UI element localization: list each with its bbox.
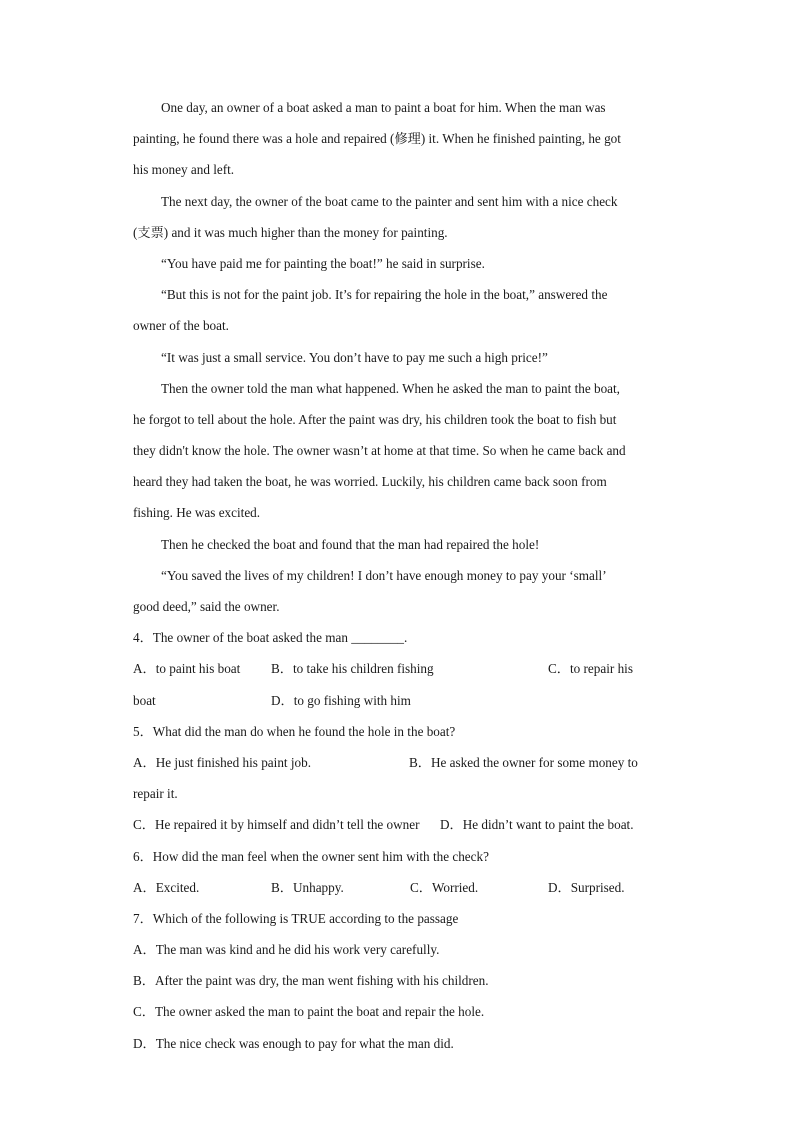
passage-line: his money and left. (133, 162, 235, 178)
q4-option-d[interactable]: D．to go fishing with him (271, 692, 411, 708)
passage-line: painting, he found there was a hole and repaired (修理) it. When he finished painting, he got (133, 131, 621, 147)
passage-line: The next day, the owner of the boat came to the painter and sent him with a nice check (161, 193, 618, 209)
question-5-options (133, 747, 663, 778)
q7-option-a[interactable]: A．The man was kind and he did his work very carefully. (133, 942, 440, 958)
passage-line: they didn't know the hole. The owner wasn’t at home at that time. So when he came back and (133, 443, 626, 459)
passage-line: owner of the boat. (133, 318, 229, 334)
passage-line: “You saved the lives of my children! I don’t have enough money to pay your ‘small’ (161, 567, 607, 583)
q5-option-c[interactable]: C．He repaired it by himself and didn’t tell the owner (133, 817, 420, 833)
q7-option-d[interactable]: D．The nice check was enough to pay for what the man did. (133, 1035, 454, 1051)
q6-option-b[interactable]: B．Unhappy. (271, 879, 344, 895)
passage-line: Then he checked the boat and found that the man had repaired the hole! (161, 536, 540, 552)
question-7-stem: 7．Which of the following is TRUE according to the passage (133, 910, 459, 926)
question-6-options (133, 872, 663, 903)
q5-option-b-continued: repair it. (133, 786, 178, 802)
passage-line: “But this is not for the paint job. It’s for repairing the hole in the boat,” answered the (161, 287, 608, 303)
passage-line: fishing. He was excited. (133, 505, 261, 521)
question-4-stem: 4．The owner of the boat asked the man ________. (133, 630, 408, 646)
passage-line: “You have paid me for painting the boat!” he said in surprise. (161, 255, 485, 271)
q6-option-a[interactable]: A．Excited. (133, 879, 200, 895)
document-page (133, 92, 663, 1059)
q5-option-b[interactable]: B．He asked the owner for some money to (409, 754, 638, 770)
passage-line: Then the owner told the man what happened. When he asked the man to paint the boat, (161, 380, 620, 396)
q7-option-b[interactable]: B．After the paint was dry, the man went fishing with his children. (133, 973, 489, 989)
q7-option-c[interactable]: C．The owner asked the man to paint the boat and repair the hole. (133, 1004, 485, 1020)
question-6-stem: 6．How did the man feel when the owner sent him with the check? (133, 848, 489, 864)
q4-option-b[interactable]: B．to take his children fishing (271, 661, 434, 677)
q4-option-c-continued: boat (133, 692, 156, 708)
q4-option-a[interactable]: A．to paint his boat (133, 661, 241, 677)
q5-option-a[interactable]: A．He just finished his paint job. (133, 754, 312, 770)
passage-line: good deed,” said the owner. (133, 599, 280, 614)
passage-line: heard they had taken the boat, he was worried. Luckily, his children came back soon from (133, 474, 607, 490)
passage-line: One day, an owner of a boat asked a man to paint a boat for him. When the man was (161, 100, 606, 115)
passage-line: “It was just a small service. You don’t have to pay me such a high price!” (161, 349, 548, 365)
q4-option-c[interactable]: C．to repair his (548, 661, 633, 677)
q5-option-d[interactable]: D．He didn’t want to paint the boat. (440, 817, 634, 833)
question-4-options (133, 653, 663, 684)
question-5-stem: 5．What did the man do when he found the hole in the boat? (133, 723, 456, 739)
passage-line: (支票) and it was much higher than the money for painting. (133, 224, 448, 240)
q6-option-c[interactable]: C．Worried. (410, 879, 479, 895)
passage-line: he forgot to tell about the hole. After the paint was dry, his children took the boat to fish but (133, 411, 617, 427)
q6-option-d[interactable]: D．Surprised. (548, 879, 625, 895)
